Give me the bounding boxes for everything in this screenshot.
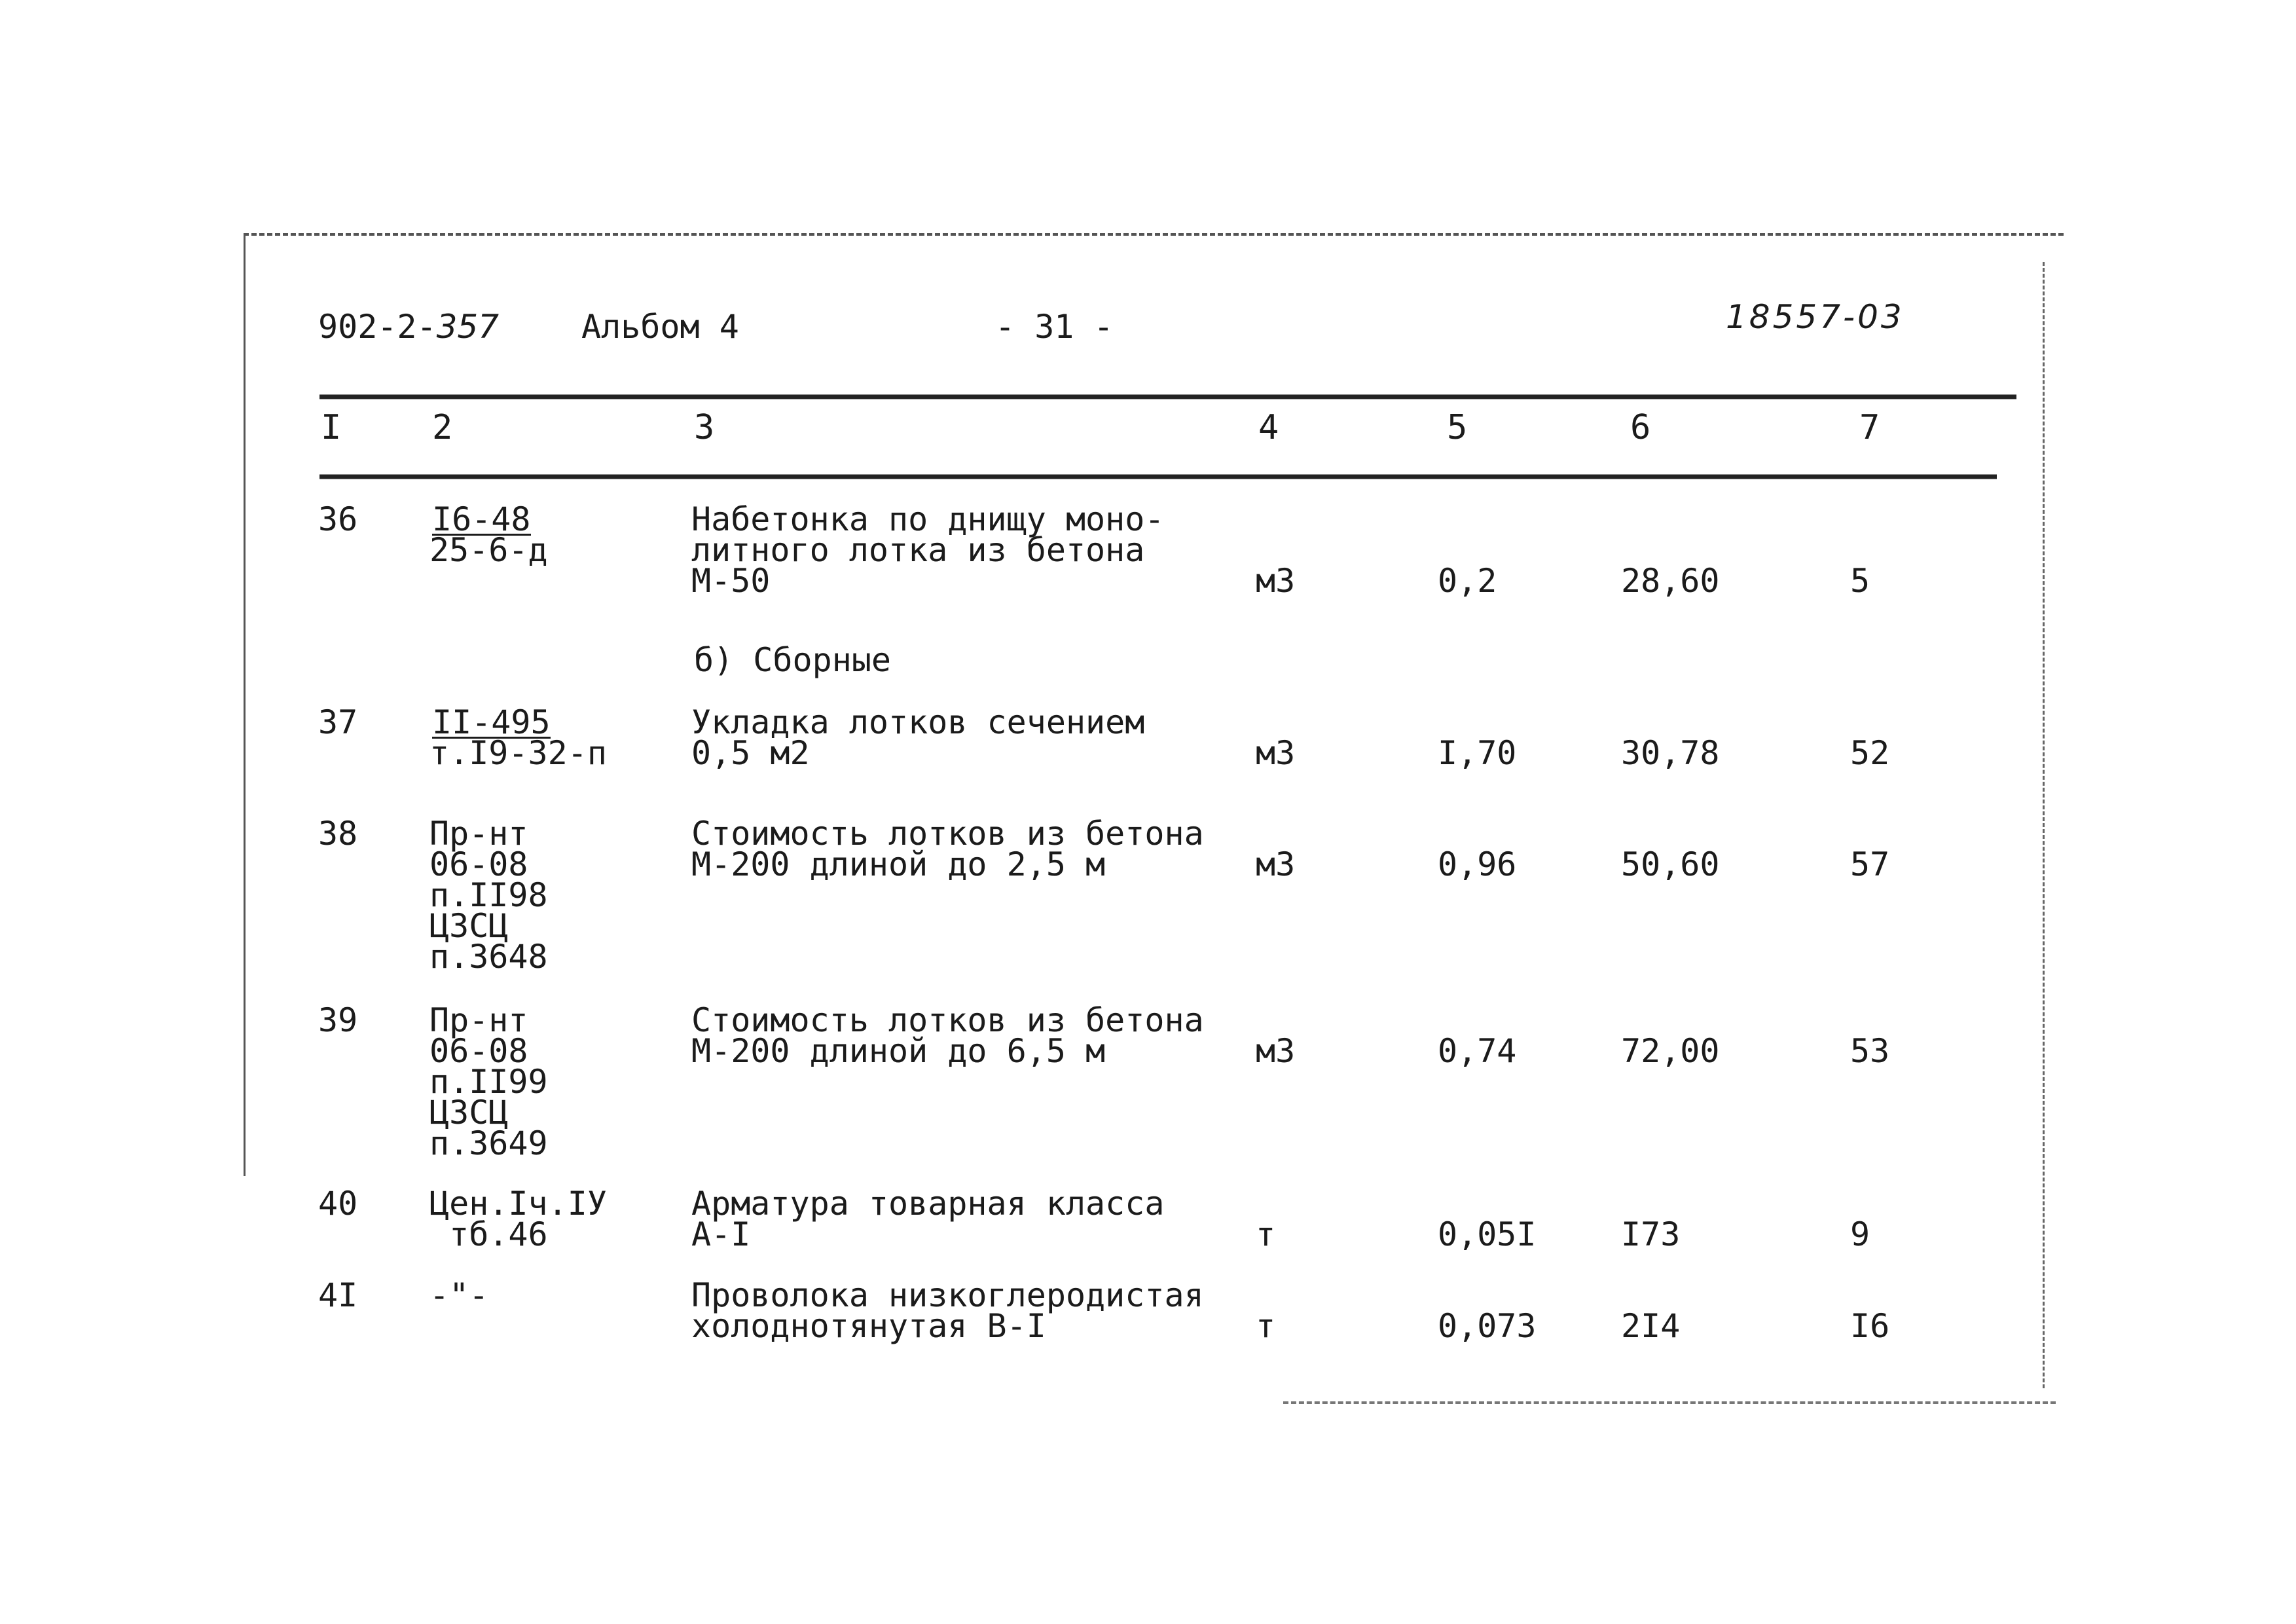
norm-code-line: -"- [429,1276,489,1314]
quantity: I,70 [1438,734,1517,772]
work-description-line: Стоимость лотков из бетона [691,815,1204,853]
norm-code-line: тб.46 [429,1215,548,1253]
frame-top-border [244,233,2064,236]
column-header-5: 5 [1447,408,1468,447]
unit-of-measure: т [1256,1307,1276,1345]
norm-code-line: п.3649 [429,1124,548,1162]
work-description-line: М-200 длиной до 2,5 м [691,845,1106,883]
norm-code-line: ЦЗСЦ [429,1094,509,1132]
quantity: 0,74 [1438,1032,1517,1070]
unit-price: I73 [1621,1215,1681,1253]
unit-price: 72,00 [1621,1032,1720,1070]
unit-price: 2I4 [1621,1307,1681,1345]
unit-of-measure: м3 [1256,1032,1296,1070]
work-description-line: Стоимость лотков из бетона [691,1001,1204,1039]
album-label: Альбом 4 [581,308,739,346]
handwritten-stamp-number: 18557-03 [1726,298,1904,336]
column-header-2: 2 [432,408,453,447]
document-code-printed: 902-2- [318,308,437,346]
row-number: 38 [318,815,358,853]
unit-price: 28,60 [1621,562,1720,600]
work-description-line: Укладка лотков сечением [691,703,1145,741]
work-description-line: холоднотянутая В-I [691,1307,1046,1345]
quantity: 0,05I [1438,1215,1537,1253]
total-cost: I6 [1850,1307,1890,1345]
column-header-1: I [321,408,342,447]
total-cost: 9 [1850,1215,1870,1253]
norm-code-line: ЦЗСЦ [429,907,509,945]
total-cost: 53 [1850,1032,1890,1070]
total-cost: 5 [1850,562,1870,600]
unit-of-measure: т [1256,1215,1276,1253]
work-description-line: Набетонка по днищу моно- [691,500,1165,538]
row-number: 4I [318,1276,358,1314]
norm-code-numerator-text: II-495 [432,703,551,741]
document-code [318,308,499,346]
norm-code-numerator-text: I6-48 [432,500,531,538]
column-header-7: 7 [1859,408,1880,447]
unit-price: 50,60 [1621,845,1720,883]
work-description-line: литного лотка из бетона [691,531,1145,569]
quantity: 0,2 [1438,562,1497,600]
row-number: 36 [318,500,358,538]
norm-code-line: п.II98 [429,876,548,914]
quantity: 0,073 [1438,1307,1537,1345]
frame-bottom-border [1283,1401,2056,1404]
column-header-4: 4 [1258,408,1279,447]
norm-code-line: Цен.Iч.IУ [429,1185,607,1223]
quantity: 0,96 [1438,845,1517,883]
unit-of-measure: м3 [1256,734,1296,772]
unit-price: 30,78 [1621,734,1720,772]
norm-code-line: п.3648 [429,938,548,976]
work-description-line: М-50 [691,562,771,600]
frame-left-border [244,233,246,1176]
column-header-3: 3 [694,408,715,447]
norm-code-line: Пр-нт [429,1001,528,1039]
column-header-6: 6 [1630,408,1651,447]
work-description-line: 0,5 м2 [691,734,810,772]
document-code-handwritten: 357 [436,308,500,346]
row-number: 37 [318,703,358,741]
work-description-line: Арматура товарная класса [691,1185,1165,1223]
section-heading: б) Сборные [694,641,892,679]
norm-code-line: п.II99 [429,1063,548,1101]
norm-code-line: Пр-нт [429,815,528,853]
row-number: 39 [318,1001,358,1039]
norm-code-line: т.I9-32-п [429,734,607,772]
unit-of-measure: м3 [1256,845,1296,883]
frame-right-border [2043,262,2045,1388]
total-cost: 52 [1850,734,1890,772]
row-number: 40 [318,1185,358,1223]
norm-code-line: 06-08 [429,1032,528,1070]
page-number: - 31 - [995,308,1114,346]
work-description-line: А-I [691,1215,751,1253]
work-description-line: Проволока низкоглеродистая [691,1276,1204,1314]
norm-code-line: 06-08 [429,845,528,883]
norm-code-line: 25-6-д [429,531,548,569]
total-cost: 57 [1850,845,1890,883]
work-description-line: М-200 длиной до 6,5 м [691,1032,1106,1070]
unit-of-measure: м3 [1256,562,1296,600]
